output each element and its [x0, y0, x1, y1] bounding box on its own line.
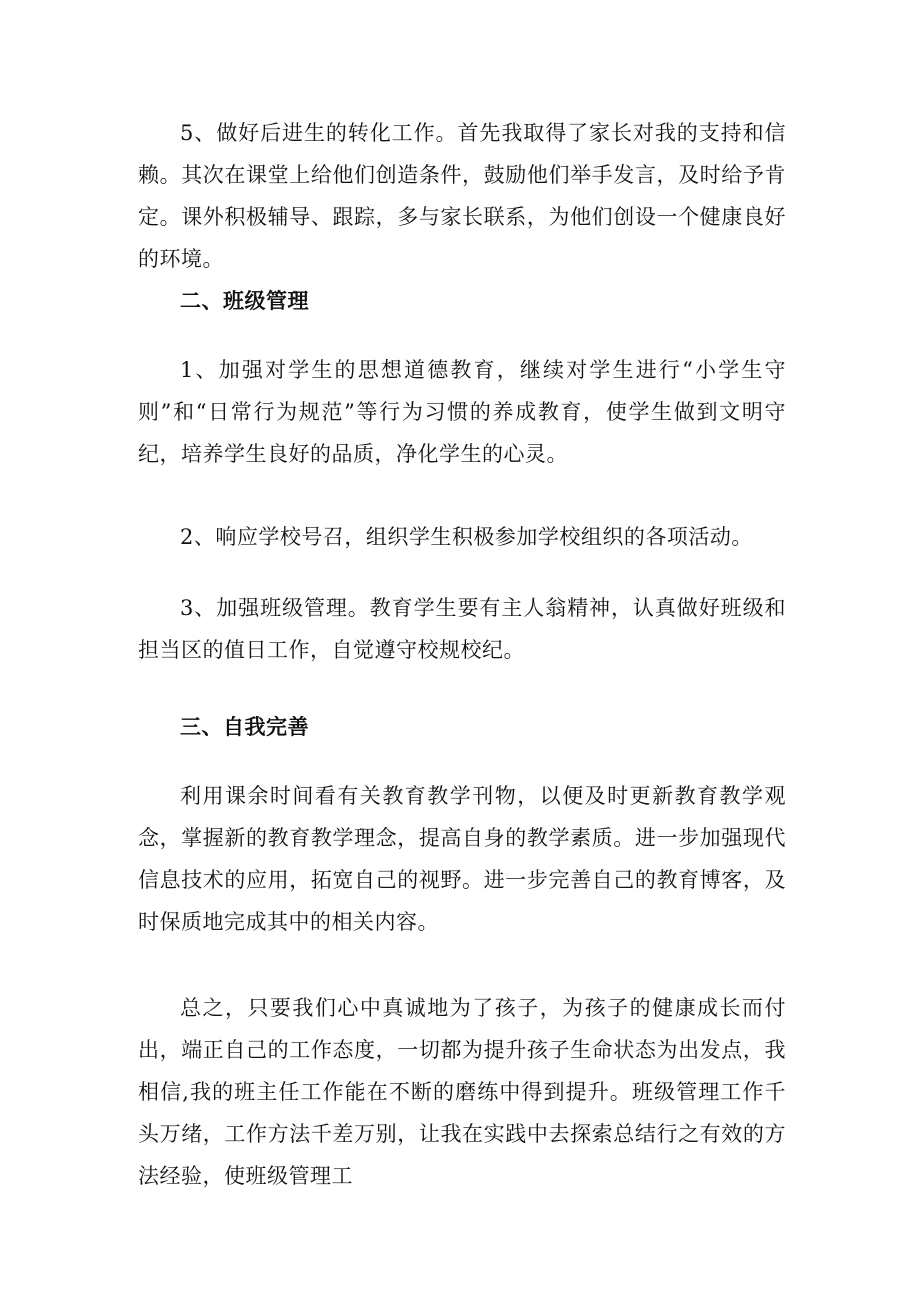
paragraph-class-management: 3、加强班级管理。教育学生要有主人翁精神，认真做好班级和担当区的值日工作，自觉遵守校规校纪。 — [138, 596, 786, 662]
paragraph-underachiever-transformation: 5、做好后进生的转化工作。首先我取得了家长对我的支持和信赖。其次在课堂上给他们创造条件，鼓励他们举手发言，及时给予肯定。课外积极辅导、跟踪，多与家长联系，为他们创设一个健康良好的环境。 — [138, 121, 786, 271]
paragraph-moral-education: 1、加强对学生的思想道德教育，继续对学生进行“小学生守则”和“日常行为规范”等行为习惯的养成教育，使学生做到文明守纪，培养学生良好的品质，净化学生的心灵。 — [138, 358, 786, 466]
section-heading-class-management: 二、班级管理 — [180, 288, 309, 313]
section-heading-self-improvement: 三、自我完善 — [180, 714, 309, 739]
paragraph-conclusion: 总之，只要我们心中真诚地为了孩子，为孩子的健康成长而付出，端正自己的工作态度，一切都为提升孩子生命状态为出发点，我相信,我的班主任工作能在不断的磨练中得到提升。班级管理工作千头万绪，工作方法千差万别，让我在实践中去探索总结行之有效的方法经验，使班级管理工 — [138, 996, 786, 1188]
paragraph-self-improvement: 利用课余时间看有关教育教学刊物，以便及时更新教育教学观念，掌握新的教育教学理念，提高自身的教学素质。进一步加强现代信息技术的应用，拓宽自己的视野。进一步完善自己的教育博客，及时保质地完成其中的相关内容。 — [138, 784, 786, 934]
paragraph-school-activities: 2、响应学校号召，组织学生积极参加学校组织的各项活动。 — [180, 525, 753, 549]
